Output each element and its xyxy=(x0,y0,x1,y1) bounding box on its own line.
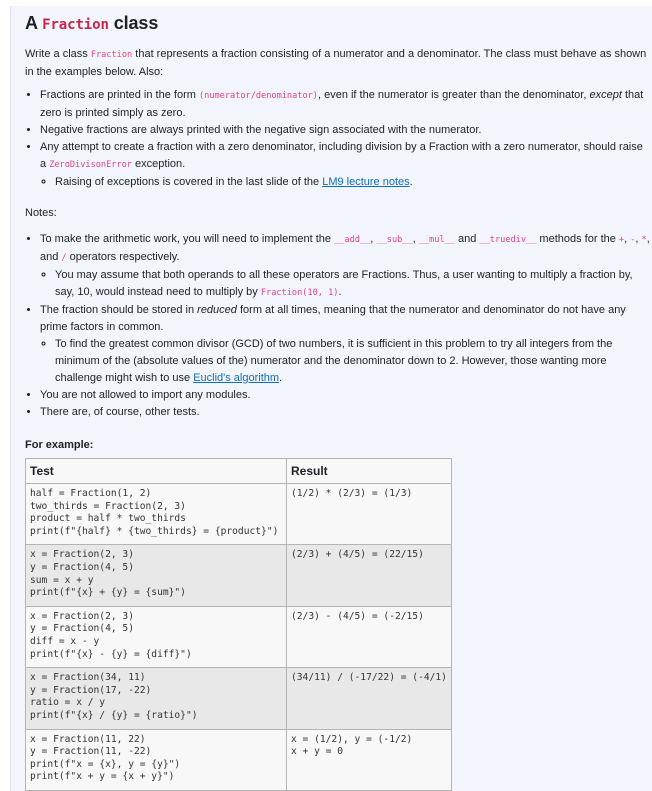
rule-text: that zero is printed simply as zero. xyxy=(40,89,644,119)
sub-list xyxy=(40,267,652,302)
rule-text: Any attempt to create a fraction with a zero denominator, including division by a Fraction with a zero numerator, should raise a xyxy=(40,141,643,170)
note-text: You are not allowed to import any modules. xyxy=(40,389,251,401)
list-item xyxy=(55,174,652,191)
title-code: Fraction xyxy=(42,17,109,33)
note-code: + xyxy=(618,235,625,245)
title-suffix: class xyxy=(113,13,159,33)
note-emphasis: reduced xyxy=(197,304,237,316)
example-heading: For example: xyxy=(25,439,94,451)
list-item xyxy=(40,139,652,191)
rule-text: Negative fractions are always printed with the negative sign associated with the numerator. xyxy=(40,124,482,136)
test-cell: x = Fraction(34, 11) y = Fraction(17, -22) ratio = x / y print(f"{x} / {y} = {ratio}") xyxy=(26,668,287,729)
note-text: You may assume that both operands to all these operators are Fractions. Thus, a user wanting to multiply a fraction by, say, 10, would instead need to multiply by xyxy=(55,269,633,298)
test-cell: x = Fraction(2, 3) y = Fraction(4, 5) sum = x + y print(f"{x} + {y} = {sum}") xyxy=(26,545,287,606)
rule-emphasis: except xyxy=(589,89,622,101)
list-item xyxy=(40,87,652,122)
note-code: / xyxy=(61,253,67,263)
header-test: Test xyxy=(26,459,287,484)
intro-code: Fraction xyxy=(90,50,133,60)
note-text: , xyxy=(370,233,377,245)
notes-list xyxy=(25,231,652,421)
result-cell: (2/3) + (4/5) = (22/15) xyxy=(287,545,452,606)
note-text: The fraction should be stored in xyxy=(40,304,198,316)
list-item xyxy=(40,231,652,302)
list-item xyxy=(40,404,652,421)
rule-text: Raising of exceptions is covered in the last slide of the xyxy=(55,176,323,188)
note-text: , and xyxy=(40,233,650,263)
test-cell: half = Fraction(1, 2) two_thirds = Fraction(2, 3) product = half * two_thirds print(f"{half} * {two_thirds} = {product}") xyxy=(26,484,287,545)
table-row xyxy=(26,729,452,790)
note-text: There are, of course, other tests. xyxy=(40,406,200,418)
note-code: __mul__ xyxy=(418,235,455,245)
page-title xyxy=(25,12,652,36)
note-text: To make the arithmetic work, you will need to implement the xyxy=(40,233,335,245)
list-item xyxy=(55,267,652,302)
euclids-algorithm-link[interactable]: Euclid's algorithm xyxy=(193,372,280,384)
result-cell: x = (1/2), y = (-1/2) x + y = 0 xyxy=(287,729,452,790)
list-item xyxy=(55,336,652,387)
note-text: . xyxy=(279,372,283,384)
note-code: - xyxy=(630,235,636,245)
result-cell: (1/2) * (2/3) = (1/3) xyxy=(287,484,452,545)
rule-text: Fractions are printed in the form xyxy=(40,89,199,101)
rule-text: exception. xyxy=(131,158,186,170)
intro-paragraph xyxy=(25,46,652,81)
sub-list xyxy=(40,174,652,191)
result-cell: (2/3) - (4/5) = (-2/15) xyxy=(287,606,452,667)
note-code: __add__ xyxy=(334,235,371,245)
table-row xyxy=(26,484,452,545)
intro-text: Write a class xyxy=(25,48,91,60)
sub-list xyxy=(40,336,652,387)
table-row xyxy=(26,606,452,667)
rule-text: . xyxy=(409,176,413,188)
notes-heading: Notes: xyxy=(25,207,57,219)
header-result: Result xyxy=(287,459,452,484)
list-item xyxy=(40,302,652,387)
note-text: and xyxy=(454,233,480,245)
rule-text: , even if the numerator is greater than the denominator, xyxy=(317,89,590,101)
note-code: __truediv__ xyxy=(479,235,537,245)
table-header-row xyxy=(26,459,452,484)
rules-list xyxy=(25,87,652,191)
note-text: form at all times, meaning that the numerator and denominator do not have any prime factors in common. xyxy=(40,304,626,333)
rule-code: (numerator/denominator) xyxy=(198,91,318,101)
note-text: , xyxy=(412,233,419,245)
title-prefix: A xyxy=(25,13,38,33)
lm9-lecture-notes-link[interactable]: LM9 lecture notes xyxy=(322,176,410,188)
note-code: Fraction(10, 1) xyxy=(260,288,339,298)
note-text: methods for the xyxy=(536,233,619,245)
examples-table xyxy=(25,458,452,791)
rule-code: ZeroDivisonError xyxy=(49,160,132,170)
test-cell: x = Fraction(11, 22) y = Fraction(11, -22) print(f"x = {x}, y = {y}") print(f"x + y = {x + y}") xyxy=(26,729,287,790)
note-text: , xyxy=(635,233,642,245)
question-panel xyxy=(10,6,652,791)
note-text: , xyxy=(624,233,631,245)
list-item xyxy=(40,387,652,404)
note-text: operators respectively. xyxy=(66,251,180,263)
note-code: __sub__ xyxy=(376,235,413,245)
note-text: . xyxy=(338,286,342,298)
result-cell: (34/11) / (-17/22) = (-4/1) xyxy=(287,668,452,729)
list-item xyxy=(40,122,652,139)
table-row xyxy=(26,668,452,729)
note-code: * xyxy=(641,235,647,245)
table-row xyxy=(26,545,452,606)
test-cell: x = Fraction(2, 3) y = Fraction(4, 5) diff = x - y print(f"{x} - {y} = {diff}") xyxy=(26,606,287,667)
note-text: To find the greatest common divisor (GCD) of two numbers, it is sufficient in this problem to try all integers from the minimum of the (absolute values of the) numerator and the denominator down to 2. However, those wanting more challenge might wish to use xyxy=(55,338,613,384)
intro-text-2: that represents a fraction consisting of a numerator and a denominator. The class must behave as shown in the examples below. Also: xyxy=(25,48,647,78)
